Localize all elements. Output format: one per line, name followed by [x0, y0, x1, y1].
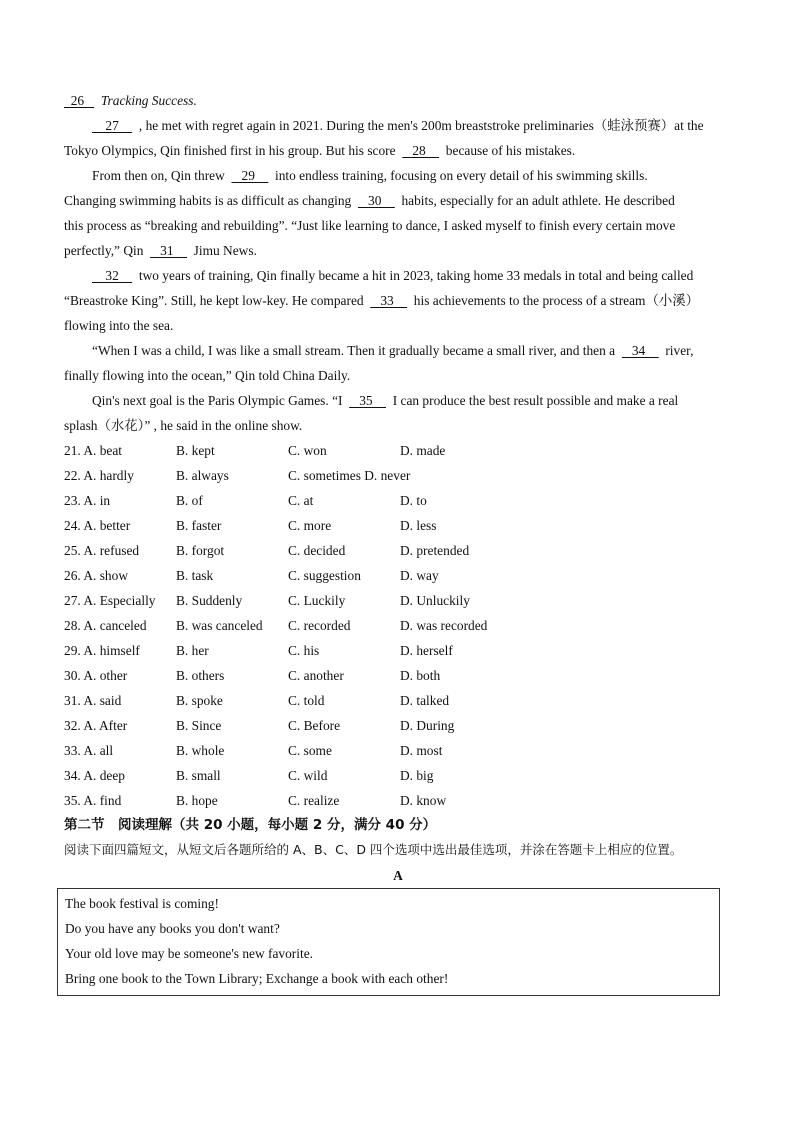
option-choice: 32. A. After	[64, 718, 128, 733]
option-row	[64, 788, 732, 813]
option-choice: D. to	[400, 493, 427, 508]
option-row	[64, 663, 732, 688]
section-heading: 第二节 阅读理解（共 20 小题，每小题 2 分，满分 40 分）	[64, 817, 437, 833]
passage-text: Tokyo Olympics, Qin finished first in his group. But his score	[64, 143, 403, 158]
passage-text: finally flowing into the ocean,” Qin told China Daily.	[64, 368, 351, 383]
option-choice: 21. A. beat	[64, 443, 123, 458]
option-choice: B. Since	[176, 718, 222, 733]
answer-blank: 34	[621, 343, 659, 358]
option-choice: C. his	[288, 643, 320, 658]
option-choice: C. suggestion	[288, 568, 361, 583]
option-choice: B. forgot	[176, 543, 225, 558]
option-choice: 23. A. in	[64, 493, 111, 508]
passage-line	[64, 388, 732, 413]
option-choice: C. Before	[288, 718, 341, 733]
option-choice: C. recorded	[288, 618, 351, 633]
answer-blank: 33	[370, 293, 408, 308]
notice-line: The book festival is coming!	[65, 896, 219, 911]
option-row	[64, 763, 732, 788]
passage-line	[64, 113, 732, 138]
option-choice: D. most	[400, 743, 443, 758]
notice-line: Do you have any books you don't want?	[65, 921, 280, 936]
passage-line	[64, 263, 732, 288]
passage-text: Jimu News.	[186, 243, 257, 258]
passage-line	[64, 213, 732, 238]
option-choice: C. some	[288, 743, 332, 758]
passage-text: flowing into the sea.	[64, 318, 174, 333]
option-choice: B. spoke	[176, 693, 223, 708]
option-choice: 35. A. find	[64, 793, 122, 808]
option-row	[64, 513, 732, 538]
option-choice: C. sometimes D. never	[288, 468, 411, 483]
passage-text: splash（水花）” , he said in the online show.	[64, 418, 303, 433]
option-choice: B. of	[176, 493, 203, 508]
option-choice: B. always	[176, 468, 229, 483]
option-choice: 26. A. show	[64, 568, 128, 583]
option-choice: B. faster	[176, 518, 222, 533]
option-choice: 28. A. canceled	[64, 618, 147, 633]
exam-page	[64, 88, 732, 996]
option-choice: 31. A. said	[64, 693, 122, 708]
passage-text: Qin's next goal is the Paris Olympic Games. “I	[92, 393, 350, 408]
option-choice: C. more	[288, 518, 332, 533]
passage-text: Tracking Success.	[100, 93, 197, 108]
notice-line: Bring one book to the Town Library; Exchange a book with each other!	[65, 971, 449, 986]
answer-blank: 31	[150, 243, 187, 258]
option-choice: C. wild	[288, 768, 328, 783]
book-festival-notice	[57, 888, 720, 996]
option-row	[64, 738, 732, 763]
passage-text: river,	[658, 343, 694, 358]
passage-text: , he met with regret again in 2021. During the men's 200m breaststroke preliminaries（蛙泳预赛）at the	[132, 118, 704, 133]
option-choice: D. big	[400, 768, 434, 783]
option-choice: 25. A. refused	[64, 543, 140, 558]
option-choice: D. know	[400, 793, 447, 808]
notice-line: Your old love may be someone's new favorite.	[65, 946, 313, 961]
passage-line	[64, 363, 732, 388]
passage-text: because of his mistakes.	[439, 143, 576, 158]
option-choice: D. made	[400, 443, 446, 458]
option-choice: C. won	[288, 443, 327, 458]
option-choice: B. whole	[176, 743, 225, 758]
passage-text: into endless training, focusing on every detail of his swimming skills.	[268, 168, 648, 183]
passage-line	[64, 88, 732, 113]
passage-line	[64, 138, 732, 163]
option-row	[64, 488, 732, 513]
answer-blank: 26	[64, 93, 95, 108]
option-row	[64, 588, 732, 613]
option-row	[64, 613, 732, 638]
answer-blank: 27	[92, 118, 133, 133]
option-row	[64, 538, 732, 563]
option-choice: B. kept	[176, 443, 215, 458]
passage-label: A	[393, 868, 403, 883]
passage-text: this process as “breaking and rebuilding”. “Just like learning to dance, I asked myself to finish every certain move	[64, 218, 676, 233]
passage-text	[94, 93, 101, 108]
option-choice: C. Luckily	[288, 593, 346, 608]
passage-text: habits, especially for an adult athlete. He described	[394, 193, 675, 208]
option-choice: D. less	[400, 518, 437, 533]
option-choice: 33. A. all	[64, 743, 114, 758]
option-row	[64, 563, 732, 588]
option-choice: 29. A. himself	[64, 643, 140, 658]
cloze-passage	[64, 88, 732, 438]
passage-text: “When I was a child, I was like a small stream. Then it gradually became a small river, and then a	[92, 343, 622, 358]
passage-text: perfectly,” Qin	[64, 243, 151, 258]
passage-text: From then on, Qin threw	[92, 168, 232, 183]
option-choice: D. way	[400, 568, 439, 583]
option-choice: B. others	[176, 668, 225, 683]
option-choice: 30. A. other	[64, 668, 128, 683]
option-row	[64, 688, 732, 713]
option-choice: 27. A. Especially	[64, 593, 156, 608]
option-choice: B. hope	[176, 793, 218, 808]
option-choice: D. Unluckily	[400, 593, 470, 608]
option-choice: B. task	[176, 568, 214, 583]
option-choice: C. decided	[288, 543, 346, 558]
option-choice: 34. A. deep	[64, 768, 125, 783]
option-choice: D. was recorded	[400, 618, 488, 633]
option-choice: D. pretended	[400, 543, 470, 558]
option-choice: D. both	[400, 668, 441, 683]
option-choice: B. was canceled	[176, 618, 263, 633]
option-choice: B. small	[176, 768, 221, 783]
option-choice: B. Suddenly	[176, 593, 243, 608]
answer-blank: 32	[92, 268, 133, 283]
passage-line	[64, 188, 732, 213]
option-row	[64, 438, 732, 463]
answer-blank: 28	[402, 143, 440, 158]
option-choice: D. talked	[400, 693, 450, 708]
option-row	[64, 638, 732, 663]
answer-blank: 35	[349, 393, 386, 408]
option-choice: 24. A. better	[64, 518, 131, 533]
passage-text: “Breastroke King”. Still, he kept low-key. He compared	[64, 293, 371, 308]
passage-line	[64, 413, 732, 438]
option-choice: C. realize	[288, 793, 340, 808]
option-choice: D. During	[400, 718, 455, 733]
option-choice: D. herself	[400, 643, 453, 658]
passage-line	[64, 313, 732, 338]
option-choice: C. another	[288, 668, 344, 683]
option-row	[64, 713, 732, 738]
passage-text: two years of training, Qin finally became a hit in 2023, taking home 33 medals in total and being called	[132, 268, 694, 283]
passage-text: Changing swimming habits is as difficult as changing	[64, 193, 358, 208]
passage-text: I can produce the best result possible and make a real	[386, 393, 679, 408]
passage-line	[64, 163, 732, 188]
passage-line	[64, 238, 732, 263]
answer-blank: 30	[357, 193, 395, 208]
option-choice: 22. A. hardly	[64, 468, 134, 483]
option-choice: B. her	[176, 643, 209, 658]
option-choice: C. told	[288, 693, 325, 708]
answer-blank: 29	[231, 168, 269, 183]
option-choice: C. at	[288, 493, 314, 508]
passage-text: his achievements to the process of a stream（小溪）	[407, 293, 700, 308]
option-row	[64, 463, 732, 488]
section-instruction: 阅读下面四篇短文，从短文后各题所给的 A、B、C、D 四个选项中选出最佳选项，并涂在答题卡上相应的位置。	[64, 842, 683, 857]
cloze-options	[64, 438, 732, 813]
passage-line	[64, 288, 732, 313]
passage-line	[64, 338, 732, 363]
